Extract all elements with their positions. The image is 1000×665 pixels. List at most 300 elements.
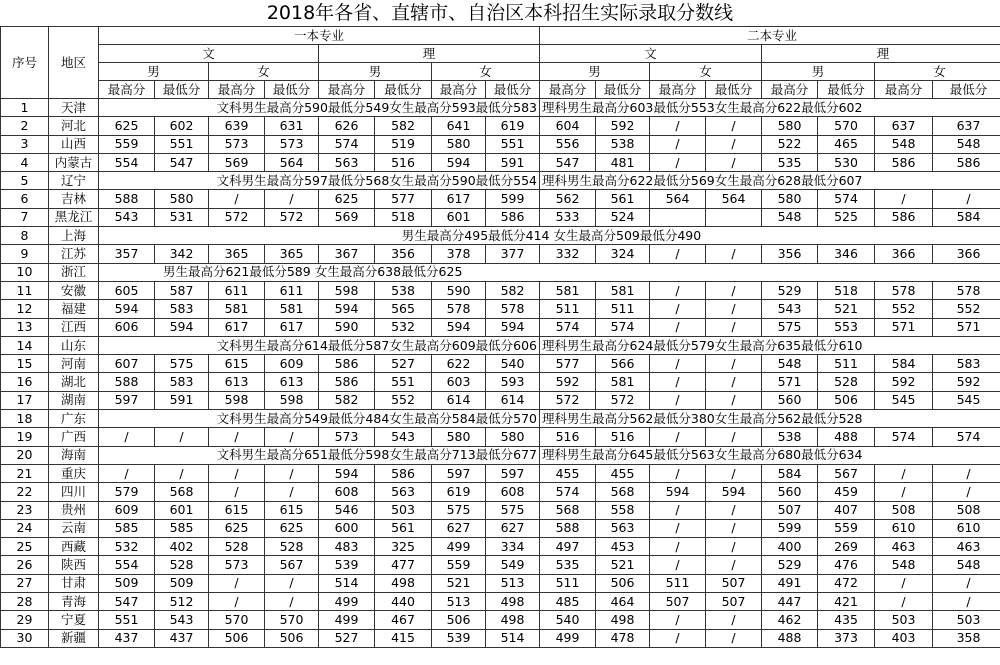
table-row bbox=[1, 538, 1000, 556]
score-cell: / bbox=[875, 464, 933, 482]
header-min-score: 最低分 bbox=[596, 81, 650, 99]
score-cell: 597 bbox=[486, 464, 540, 482]
score-cell: / bbox=[650, 300, 706, 318]
score-cell: 549 bbox=[486, 556, 540, 574]
score-cell: 447 bbox=[762, 593, 818, 611]
header-min-score: 最低分 bbox=[933, 81, 1000, 99]
score-cell: 552 bbox=[933, 300, 1000, 318]
row-index: 15 bbox=[1, 355, 49, 373]
score-cell: 533 bbox=[540, 208, 596, 226]
score-cell: 574 bbox=[540, 483, 596, 501]
score-cell: 591 bbox=[155, 391, 209, 409]
score-cell: 440 bbox=[375, 593, 432, 611]
header-row-tier bbox=[1, 27, 1000, 45]
score-cell: / bbox=[706, 519, 762, 537]
row-index: 25 bbox=[1, 538, 49, 556]
score-cell: 538 bbox=[762, 428, 818, 446]
merged-note-cell: 理科男生最高分603最低分553女生最高分622最低分602 bbox=[540, 99, 1000, 117]
score-cell: 511 bbox=[818, 355, 875, 373]
row-region: 海南 bbox=[49, 446, 99, 464]
table-row bbox=[1, 556, 1000, 574]
score-cell: 594 bbox=[99, 300, 155, 318]
score-cell: / bbox=[933, 483, 1000, 501]
score-cell: 583 bbox=[155, 373, 209, 391]
row-index: 26 bbox=[1, 556, 49, 574]
score-cell: 566 bbox=[596, 355, 650, 373]
score-cell: 476 bbox=[818, 556, 875, 574]
score-cell: / bbox=[650, 281, 706, 299]
score-cell: 586 bbox=[875, 153, 933, 171]
score-cell: 527 bbox=[319, 629, 375, 647]
score-cell: 503 bbox=[375, 501, 432, 519]
row-region: 上海 bbox=[49, 227, 99, 245]
score-cell: 324 bbox=[596, 245, 650, 263]
table-row bbox=[1, 300, 1000, 318]
score-cell: / bbox=[875, 483, 933, 501]
score-cell: 583 bbox=[155, 300, 209, 318]
score-cell: 563 bbox=[375, 483, 432, 501]
score-cell: 507 bbox=[706, 593, 762, 611]
score-cell: 594 bbox=[432, 153, 486, 171]
header-min-score: 最低分 bbox=[818, 81, 875, 99]
score-cell: 563 bbox=[596, 519, 650, 537]
score-cell: 506 bbox=[432, 611, 486, 629]
score-cell: 619 bbox=[486, 117, 540, 135]
score-cell: / bbox=[265, 574, 319, 592]
header-female: 女 bbox=[432, 63, 540, 81]
score-cell: 516 bbox=[540, 428, 596, 446]
table-row bbox=[1, 373, 1000, 391]
score-cell: 574 bbox=[319, 135, 375, 153]
score-cell: 481 bbox=[596, 153, 650, 171]
score-cell: / bbox=[933, 593, 1000, 611]
score-cell: 499 bbox=[319, 611, 375, 629]
row-index: 5 bbox=[1, 172, 49, 190]
header-max-score: 最高分 bbox=[650, 81, 706, 99]
score-cell: / bbox=[650, 556, 706, 574]
score-cell: 358 bbox=[933, 629, 1000, 647]
score-cell: 639 bbox=[209, 117, 265, 135]
row-index: 1 bbox=[1, 99, 49, 117]
score-cell: 564 bbox=[650, 190, 706, 208]
score-cell: 525 bbox=[818, 208, 875, 226]
score-cell: / bbox=[706, 629, 762, 647]
score-cell: 543 bbox=[375, 428, 432, 446]
score-cell: 556 bbox=[540, 135, 596, 153]
score-cell: 366 bbox=[933, 245, 1000, 263]
header-tier2: 二本专业 bbox=[540, 27, 1000, 45]
row-region: 内蒙古 bbox=[49, 153, 99, 171]
score-cell: / bbox=[706, 373, 762, 391]
score-cell: / bbox=[155, 464, 209, 482]
score-cell: 538 bbox=[375, 281, 432, 299]
score-cell: 594 bbox=[155, 318, 209, 336]
score-cell: 584 bbox=[875, 355, 933, 373]
score-cell: / bbox=[706, 355, 762, 373]
row-region: 山东 bbox=[49, 336, 99, 354]
score-cell: 547 bbox=[155, 153, 209, 171]
header-region: 地区 bbox=[49, 27, 99, 99]
score-cell: 539 bbox=[432, 629, 486, 647]
row-index: 14 bbox=[1, 336, 49, 354]
score-cell: / bbox=[706, 538, 762, 556]
score-cell: 580 bbox=[486, 428, 540, 446]
table-row bbox=[1, 227, 1000, 245]
score-cell: 626 bbox=[319, 117, 375, 135]
score-cell: / bbox=[209, 428, 265, 446]
row-region: 湖南 bbox=[49, 391, 99, 409]
score-cell: 581 bbox=[596, 281, 650, 299]
score-cell: 593 bbox=[486, 373, 540, 391]
score-cell: 625 bbox=[265, 519, 319, 537]
score-cell: 615 bbox=[209, 501, 265, 519]
row-index: 8 bbox=[1, 227, 49, 245]
merged-note-cell: 文科男生最高分597最低分568女生最高分590最低分554 bbox=[99, 172, 540, 190]
header-tier1-science: 理 bbox=[319, 45, 540, 63]
row-region: 宁夏 bbox=[49, 611, 99, 629]
score-cell: 637 bbox=[933, 117, 1000, 135]
score-cell: 617 bbox=[209, 318, 265, 336]
score-cell: / bbox=[706, 428, 762, 446]
row-index: 4 bbox=[1, 153, 49, 171]
table-row bbox=[1, 172, 1000, 190]
score-cell: 614 bbox=[486, 391, 540, 409]
score-cell: 365 bbox=[209, 245, 265, 263]
score-cell: 543 bbox=[99, 208, 155, 226]
row-region: 河南 bbox=[49, 355, 99, 373]
score-cell: 582 bbox=[486, 281, 540, 299]
score-cell: 548 bbox=[933, 556, 1000, 574]
row-region: 青海 bbox=[49, 593, 99, 611]
score-cell: 592 bbox=[875, 373, 933, 391]
score-cell: 552 bbox=[375, 391, 432, 409]
row-index: 6 bbox=[1, 190, 49, 208]
score-cell: 581 bbox=[596, 373, 650, 391]
merged-note-cell: 理科男生最高分645最低分563女生最高分680最低分634 bbox=[540, 446, 1000, 464]
score-cell: 586 bbox=[319, 373, 375, 391]
score-cell: 586 bbox=[875, 208, 933, 226]
score-cell: 463 bbox=[933, 538, 1000, 556]
header-max-score: 最高分 bbox=[875, 81, 933, 99]
score-cell: 507 bbox=[706, 574, 762, 592]
table-row bbox=[1, 483, 1000, 501]
header-min-score: 最低分 bbox=[155, 81, 209, 99]
score-cell: 570 bbox=[818, 117, 875, 135]
score-cell: / bbox=[706, 117, 762, 135]
score-cell: 478 bbox=[596, 629, 650, 647]
score-cell: 572 bbox=[209, 208, 265, 226]
score-cell: 518 bbox=[818, 281, 875, 299]
score-cell: 575 bbox=[486, 501, 540, 519]
score-cell: 597 bbox=[99, 391, 155, 409]
header-row-score bbox=[1, 81, 1000, 99]
header-max-score: 最高分 bbox=[319, 81, 375, 99]
score-cell: 532 bbox=[375, 318, 432, 336]
score-cell: 564 bbox=[706, 190, 762, 208]
score-cell: 617 bbox=[432, 190, 486, 208]
score-cell: 625 bbox=[319, 190, 375, 208]
score-cell: 575 bbox=[432, 501, 486, 519]
row-index: 10 bbox=[1, 263, 49, 281]
score-cell: 346 bbox=[818, 245, 875, 263]
score-cell: 530 bbox=[818, 153, 875, 171]
score-cell: 559 bbox=[818, 519, 875, 537]
score-cell: 437 bbox=[155, 629, 209, 647]
table-row bbox=[1, 318, 1000, 336]
score-cell: 499 bbox=[319, 593, 375, 611]
score-cell: 615 bbox=[265, 501, 319, 519]
score-cell: 625 bbox=[209, 519, 265, 537]
score-cell: / bbox=[209, 464, 265, 482]
score-cell: 332 bbox=[540, 245, 596, 263]
table-row bbox=[1, 117, 1000, 135]
score-cell: 580 bbox=[762, 117, 818, 135]
score-cell: 565 bbox=[375, 300, 432, 318]
score-cell: 485 bbox=[540, 593, 596, 611]
score-cell: 563 bbox=[319, 153, 375, 171]
score-cell: 403 bbox=[875, 629, 933, 647]
score-cell: 529 bbox=[762, 556, 818, 574]
score-cell: 625 bbox=[99, 117, 155, 135]
score-cell: 528 bbox=[818, 373, 875, 391]
score-cell: / bbox=[650, 629, 706, 647]
score-cell: 498 bbox=[486, 593, 540, 611]
score-cell: 588 bbox=[99, 190, 155, 208]
row-index: 29 bbox=[1, 611, 49, 629]
score-cell: 465 bbox=[818, 135, 875, 153]
score-cell: 577 bbox=[540, 355, 596, 373]
score-cell: 614 bbox=[432, 391, 486, 409]
score-cell: 516 bbox=[375, 153, 432, 171]
score-cell: 571 bbox=[875, 318, 933, 336]
score-cell: 586 bbox=[319, 355, 375, 373]
score-cell: 498 bbox=[596, 611, 650, 629]
score-cell: / bbox=[706, 611, 762, 629]
table-row bbox=[1, 391, 1000, 409]
score-cell: 488 bbox=[762, 629, 818, 647]
score-cell: / bbox=[209, 190, 265, 208]
score-cell: 506 bbox=[265, 629, 319, 647]
score-cell: 592 bbox=[933, 373, 1000, 391]
header-row-gender bbox=[1, 63, 1000, 81]
score-cell: / bbox=[875, 593, 933, 611]
score-cell: / bbox=[650, 538, 706, 556]
score-cell: 560 bbox=[762, 391, 818, 409]
score-cell: 511 bbox=[596, 300, 650, 318]
score-cell: 437 bbox=[99, 629, 155, 647]
table-row bbox=[1, 593, 1000, 611]
score-cell: 617 bbox=[265, 318, 319, 336]
score-cell: 604 bbox=[540, 117, 596, 135]
row-region: 湖北 bbox=[49, 373, 99, 391]
score-cell: 547 bbox=[540, 153, 596, 171]
score-cell: 577 bbox=[375, 190, 432, 208]
score-cell: / bbox=[706, 318, 762, 336]
score-cell: 561 bbox=[375, 519, 432, 537]
score-cell: 415 bbox=[375, 629, 432, 647]
table-row bbox=[1, 428, 1000, 446]
header-max-score: 最高分 bbox=[209, 81, 265, 99]
score-cell: / bbox=[265, 464, 319, 482]
score-cell: / bbox=[650, 318, 706, 336]
table-row bbox=[1, 464, 1000, 482]
row-region: 重庆 bbox=[49, 464, 99, 482]
row-region: 甘肃 bbox=[49, 574, 99, 592]
score-cell bbox=[706, 208, 762, 226]
score-cell: 548 bbox=[762, 355, 818, 373]
header-max-score: 最高分 bbox=[540, 81, 596, 99]
score-cell: 568 bbox=[540, 501, 596, 519]
score-cell: 545 bbox=[875, 391, 933, 409]
score-cell: 601 bbox=[432, 208, 486, 226]
score-cell: 585 bbox=[99, 519, 155, 537]
score-cell: 527 bbox=[375, 355, 432, 373]
score-cell: 334 bbox=[486, 538, 540, 556]
score-cell: 548 bbox=[933, 135, 1000, 153]
score-cell: 573 bbox=[319, 428, 375, 446]
header-tier1-arts: 文 bbox=[99, 45, 319, 63]
score-cell: 578 bbox=[933, 281, 1000, 299]
score-cell: 497 bbox=[540, 538, 596, 556]
score-cell: 553 bbox=[818, 318, 875, 336]
score-cell: 540 bbox=[540, 611, 596, 629]
score-cell: 573 bbox=[265, 135, 319, 153]
score-cell: / bbox=[99, 464, 155, 482]
row-region: 贵州 bbox=[49, 501, 99, 519]
score-cell: 528 bbox=[265, 538, 319, 556]
score-cell: 269 bbox=[818, 538, 875, 556]
score-cell: / bbox=[706, 281, 762, 299]
score-cell: 472 bbox=[818, 574, 875, 592]
row-index: 2 bbox=[1, 117, 49, 135]
score-cell: 607 bbox=[99, 355, 155, 373]
score-cell: 588 bbox=[540, 519, 596, 537]
score-cell: 514 bbox=[319, 574, 375, 592]
row-region: 广东 bbox=[49, 410, 99, 428]
score-cell: 499 bbox=[540, 629, 596, 647]
score-cell: 570 bbox=[265, 611, 319, 629]
merged-note-cell: 理科男生最高分562最低分380女生最高分562最低分528 bbox=[540, 410, 1000, 428]
score-cell: 357 bbox=[99, 245, 155, 263]
score-cell: 498 bbox=[375, 574, 432, 592]
score-cell: 483 bbox=[319, 538, 375, 556]
score-cell: / bbox=[209, 574, 265, 592]
score-cell: 356 bbox=[375, 245, 432, 263]
score-cell: / bbox=[933, 574, 1000, 592]
score-cell: 559 bbox=[432, 556, 486, 574]
score-cell: 506 bbox=[596, 574, 650, 592]
score-cell: 598 bbox=[265, 391, 319, 409]
row-index: 24 bbox=[1, 519, 49, 537]
score-cell: 598 bbox=[319, 281, 375, 299]
table-row bbox=[1, 99, 1000, 117]
row-region: 江苏 bbox=[49, 245, 99, 263]
score-cell: 464 bbox=[596, 593, 650, 611]
row-region: 河北 bbox=[49, 117, 99, 135]
score-cell: 491 bbox=[762, 574, 818, 592]
score-cell: 611 bbox=[265, 281, 319, 299]
row-index: 28 bbox=[1, 593, 49, 611]
score-cell: 568 bbox=[596, 483, 650, 501]
row-region: 吉林 bbox=[49, 190, 99, 208]
score-cell: / bbox=[706, 135, 762, 153]
row-region: 广西 bbox=[49, 428, 99, 446]
merged-note-cell: 文科男生最高分590最低分549女生最高分593最低分583 bbox=[99, 99, 540, 117]
score-cell: 592 bbox=[596, 117, 650, 135]
header-min-score: 最低分 bbox=[706, 81, 762, 99]
table-row bbox=[1, 611, 1000, 629]
score-cell: 545 bbox=[933, 391, 1000, 409]
row-region: 福建 bbox=[49, 300, 99, 318]
score-cell: 575 bbox=[155, 355, 209, 373]
score-cell: / bbox=[650, 153, 706, 171]
score-cell: 546 bbox=[319, 501, 375, 519]
row-region: 黑龙江 bbox=[49, 208, 99, 226]
score-cell: 455 bbox=[596, 464, 650, 482]
header-min-score: 最低分 bbox=[265, 81, 319, 99]
row-region: 江西 bbox=[49, 318, 99, 336]
score-cell: 598 bbox=[209, 391, 265, 409]
score-cell: / bbox=[933, 464, 1000, 482]
table-row bbox=[1, 245, 1000, 263]
score-cell: 543 bbox=[762, 300, 818, 318]
score-cell: 586 bbox=[486, 208, 540, 226]
score-cell: 551 bbox=[375, 373, 432, 391]
row-region: 天津 bbox=[49, 99, 99, 117]
score-cell: 455 bbox=[540, 464, 596, 482]
row-index: 19 bbox=[1, 428, 49, 446]
score-cell: 609 bbox=[265, 355, 319, 373]
score-cell: 567 bbox=[818, 464, 875, 482]
row-region: 新疆 bbox=[49, 629, 99, 647]
row-region: 云南 bbox=[49, 519, 99, 537]
score-cell: 531 bbox=[155, 208, 209, 226]
score-cell: 631 bbox=[265, 117, 319, 135]
score-cell: 610 bbox=[933, 519, 1000, 537]
score-cell: 513 bbox=[486, 574, 540, 592]
score-cell: 509 bbox=[155, 574, 209, 592]
score-cell: / bbox=[265, 483, 319, 501]
row-index: 21 bbox=[1, 464, 49, 482]
score-cell: 613 bbox=[265, 373, 319, 391]
score-cell: 574 bbox=[540, 318, 596, 336]
table-row bbox=[1, 446, 1000, 464]
score-cell: 503 bbox=[875, 611, 933, 629]
score-cell: 608 bbox=[319, 483, 375, 501]
score-cell: / bbox=[706, 556, 762, 574]
score-cell: 560 bbox=[762, 483, 818, 501]
score-cell: 605 bbox=[99, 281, 155, 299]
score-cell: 435 bbox=[818, 611, 875, 629]
score-cell: 513 bbox=[432, 593, 486, 611]
score-cell: 575 bbox=[762, 318, 818, 336]
score-cell: 594 bbox=[650, 483, 706, 501]
score-cell: 571 bbox=[762, 373, 818, 391]
score-cell: 572 bbox=[540, 391, 596, 409]
row-index: 3 bbox=[1, 135, 49, 153]
header-tier2-arts: 文 bbox=[540, 45, 762, 63]
table-row bbox=[1, 135, 1000, 153]
table-row bbox=[1, 355, 1000, 373]
score-cell: 459 bbox=[818, 483, 875, 501]
score-cell: 463 bbox=[875, 538, 933, 556]
row-index: 20 bbox=[1, 446, 49, 464]
row-region: 西藏 bbox=[49, 538, 99, 556]
header-female: 女 bbox=[209, 63, 319, 81]
header-min-score: 最低分 bbox=[486, 81, 540, 99]
score-cell: 508 bbox=[933, 501, 1000, 519]
score-cell: 518 bbox=[375, 208, 432, 226]
